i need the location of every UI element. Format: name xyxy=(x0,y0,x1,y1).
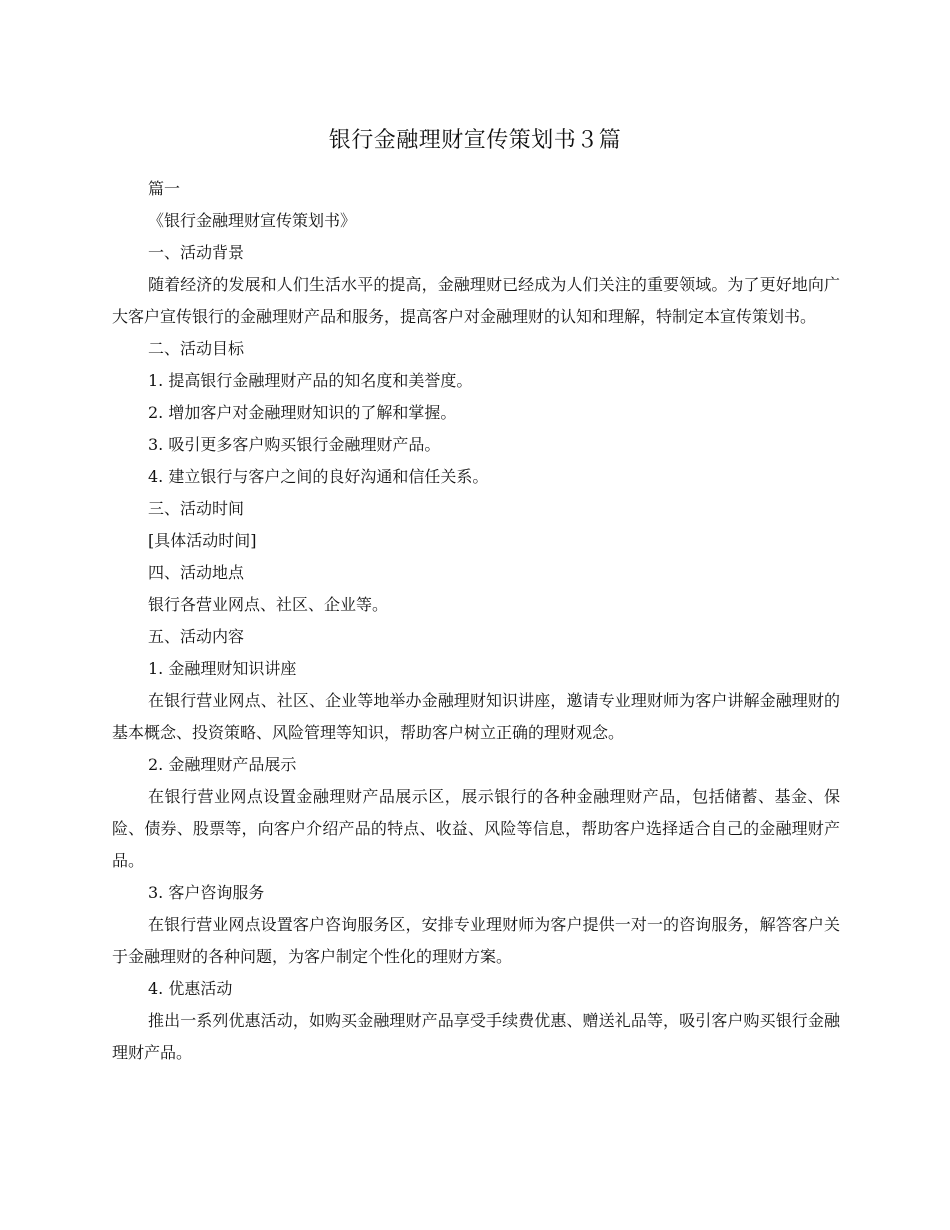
heading-background: 一、活动背景 xyxy=(148,243,245,262)
heading-time: 三、活动时间 xyxy=(148,499,245,518)
goal-item-3: 3. 吸引更多客户购买银行金融理财产品。 xyxy=(148,435,441,454)
paragraph-time: [具体活动时间] xyxy=(148,531,257,550)
document-title: 银行金融理财宣传策划书３篇 xyxy=(328,128,622,153)
content-paragraph-4: 推出一系列优惠活动，如购买金融理财产品享受手续费优惠、赠送礼品等，吸引客户购买银行金融理财产品。 xyxy=(112,1011,840,1062)
content-heading-4: 4. 优惠活动 xyxy=(148,979,233,998)
document-body xyxy=(112,173,840,1069)
content-heading-1: 1. 金融理财知识讲座 xyxy=(148,659,297,678)
content-paragraph-3: 在银行营业网点设置客户咨询服务区，安排专业理财师为客户提供一对一的咨询服务，解答客户关于金融理财的各种问题，为客户制定个性化的理财方案。 xyxy=(112,915,840,966)
goal-item-1: 1. 提高银行金融理财产品的知名度和美誉度。 xyxy=(148,371,473,390)
paragraph-section-label: 篇一 xyxy=(148,179,181,198)
paragraph-background: 随着经济的发展和人们生活水平的提高，金融理财已经成为人们关注的重要领域。为了更好地向广大客户宣传银行的金融理财产品和服务，提高客户对金融理财的认知和理解，特制定本宣传策划书。 xyxy=(112,275,840,326)
content-heading-3: 3. 客户咨询服务 xyxy=(148,883,265,902)
heading-content: 五、活动内容 xyxy=(148,627,245,646)
paragraph-subtitle: 《银行金融理财宣传策划书》 xyxy=(148,211,357,230)
goal-item-4: 4. 建立银行与客户之间的良好沟通和信任关系。 xyxy=(148,467,489,486)
heading-goals: 二、活动目标 xyxy=(148,339,245,358)
content-paragraph-2: 在银行营业网点设置金融理财产品展示区，展示银行的各种金融理财产品，包括储蓄、基金、保险、债券、股票等，向客户介绍产品的特点、收益、风险等信息，帮助客户选择适合自己的金融理财产品。 xyxy=(112,787,840,870)
paragraph-location: 银行各营业网点、社区、企业等。 xyxy=(148,595,389,614)
content-heading-2: 2. 金融理财产品展示 xyxy=(148,755,297,774)
content-paragraph-1: 在银行营业网点、社区、企业等地举办金融理财知识讲座，邀请专业理财师为客户讲解金融理财的基本概念、投资策略、风险管理等知识，帮助客户树立正确的理财观念。 xyxy=(112,691,840,742)
heading-location: 四、活动地点 xyxy=(148,563,245,582)
goal-item-2: 2. 增加客户对金融理财知识的了解和掌握。 xyxy=(148,403,457,422)
